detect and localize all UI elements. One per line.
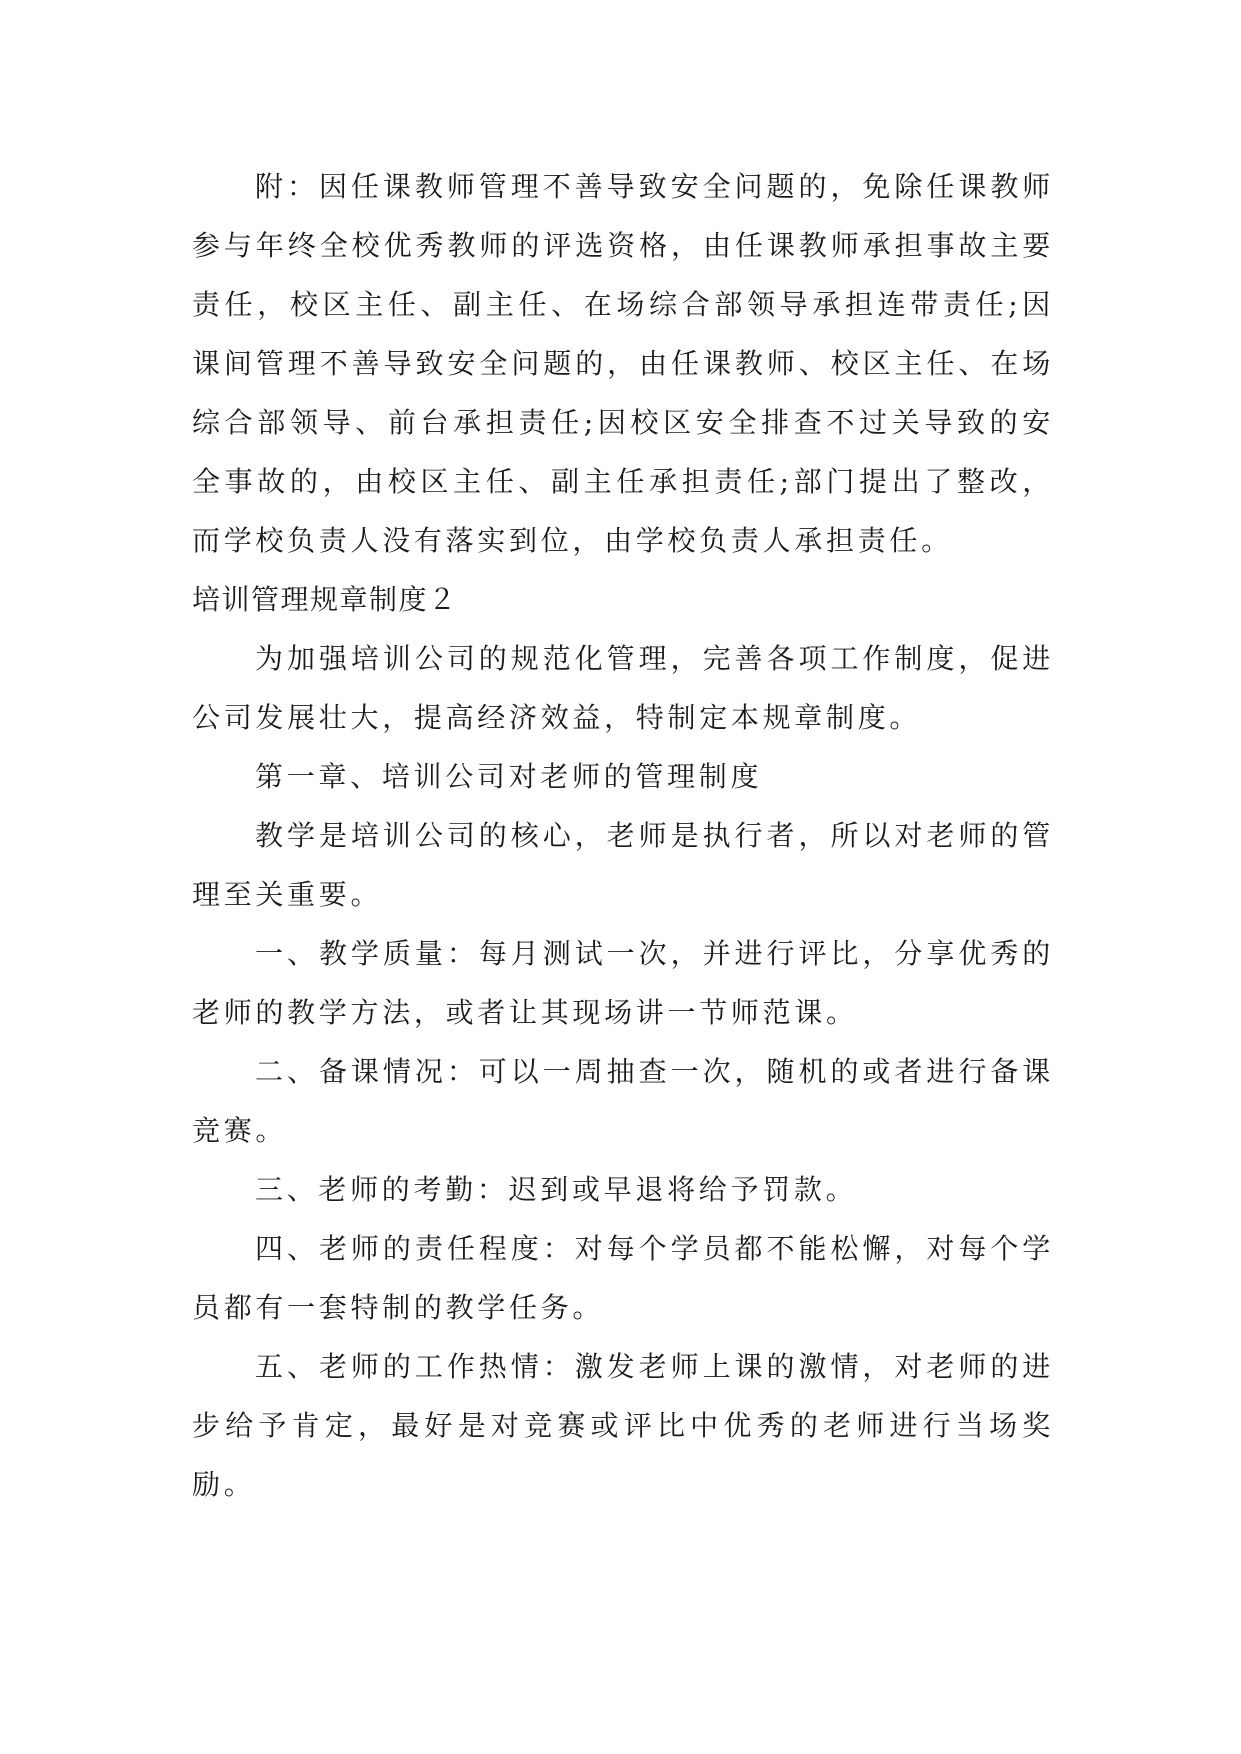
rule-item-3: 三、老师的考勤：迟到或早退将给予罚款。 [255,1173,858,1206]
core-paragraph: 教学是培训公司的核心，老师是执行者，所以对老师的管理至关重要。 [192,819,1054,911]
rule-item-1: 一、教学质量：每月测试一次，并进行评比，分享优秀的老师的教学方法，或者让其现场讲一节师范课。 [192,937,1054,1029]
appendix-paragraph: 附：因任课教师管理不善导致安全问题的，免除任课教师参与年终全校优秀教师的评选资格，由任课教师承担事故主要责任，校区主任、副主任、在场综合部领导承担连带责任;因课间管理不善导致安全问题的，由任课教师、校区主任、在场综合部领导、前台承担责任;因校区安全排查不过关导致的安全事故的，由校区主任、副主任承担责任;部门提出了整改，而学校负责人没有落实到位，由学校负责人承担责任。 [192,170,1054,557]
intro-paragraph: 为加强培训公司的规范化管理，完善各项工作制度，促进公司发展壮大，提高经济效益，特制定本规章制度。 [192,642,1054,734]
rule-item-2: 二、备课情况：可以一周抽查一次，随机的或者进行备课竞赛。 [192,1055,1054,1147]
chapter-title: 第一章、培训公司对老师的管理制度 [255,760,763,793]
document-body [192,157,1054,1514]
section-title: 培训管理规章制度２ [192,583,458,616]
rule-item-5: 五、老师的工作热情：激发老师上课的激情，对老师的进步给予肯定，最好是对竞赛或评比中优秀的老师进行当场奖励。 [192,1350,1054,1501]
rule-item-4: 四、老师的责任程度：对每个学员都不能松懈，对每个学员都有一套特制的教学任务。 [192,1232,1054,1324]
